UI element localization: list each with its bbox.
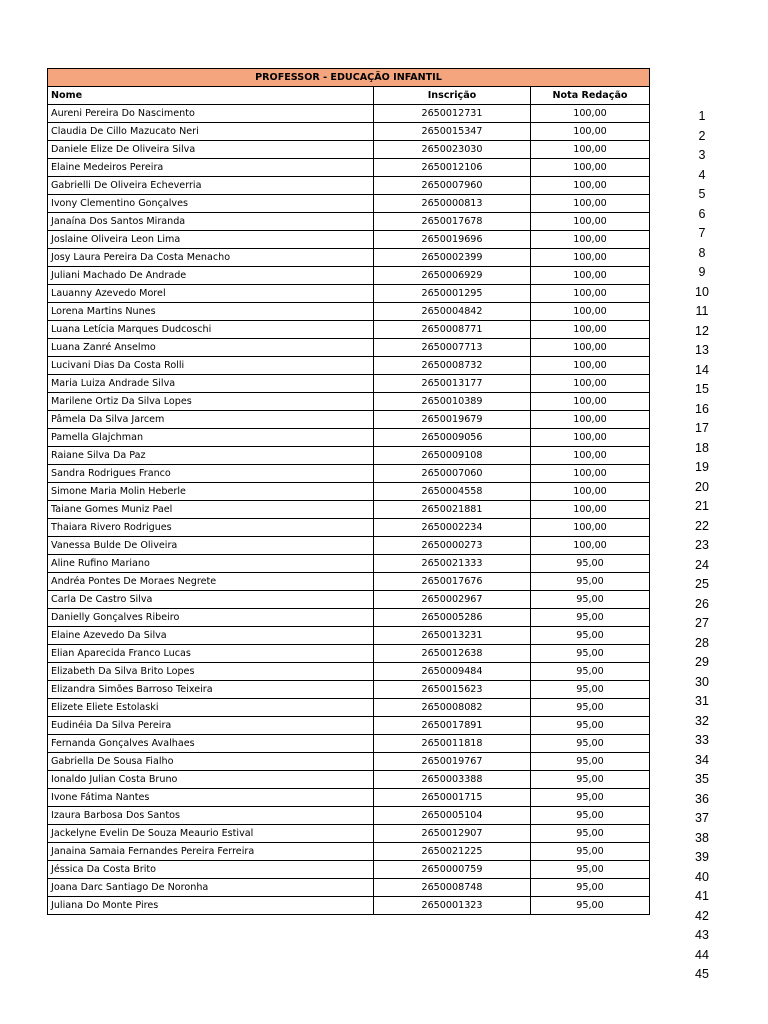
rank-number: 18 <box>695 440 709 455</box>
rank-number: 32 <box>695 713 709 728</box>
table-row <box>48 303 650 321</box>
cell-nota: 95,00 <box>531 753 650 771</box>
rank-number: 13 <box>695 343 709 357</box>
cell-nota: 95,00 <box>531 735 650 753</box>
cell-name: Joslaine Oliveira Leon Lima <box>48 231 374 249</box>
rank-number: 31 <box>695 694 709 708</box>
cell-nota: 100,00 <box>531 303 650 321</box>
rank-number: 39 <box>695 850 709 864</box>
table-row <box>48 483 650 501</box>
cell-name: Claudia De Cillo Mazucato Neri <box>48 123 374 141</box>
rank-number: 23 <box>695 538 709 552</box>
cell-inscricao: 2650008771 <box>374 321 531 339</box>
cell-nota: 100,00 <box>531 429 650 447</box>
cell-nota: 95,00 <box>531 609 650 627</box>
cell-inscricao: 2650017678 <box>374 213 531 231</box>
table-row <box>48 717 650 735</box>
table-row <box>48 735 650 753</box>
cell-name: Danielly Gonçalves Ribeiro <box>48 609 374 627</box>
cell-nota: 100,00 <box>531 159 650 177</box>
cell-inscricao: 2650009056 <box>374 429 531 447</box>
cell-name: Fernanda Gonçalves Avalhaes <box>48 735 374 753</box>
cell-inscricao: 2650017891 <box>374 717 531 735</box>
table-row <box>48 105 650 123</box>
table-row <box>48 429 650 447</box>
cell-nota: 100,00 <box>531 537 650 555</box>
cell-name: Josy Laura Pereira Da Costa Menacho <box>48 249 374 267</box>
cell-inscricao: 2650000759 <box>374 861 531 879</box>
cell-name: Ivony Clementino Gonçalves <box>48 195 374 213</box>
cell-nota: 95,00 <box>531 681 650 699</box>
table-row <box>48 699 650 717</box>
table-header-row <box>48 87 650 105</box>
cell-inscricao: 2650021881 <box>374 501 531 519</box>
cell-inscricao: 2650019696 <box>374 231 531 249</box>
cell-name: Simone Maria Molin Heberle <box>48 483 374 501</box>
cell-nota: 100,00 <box>531 285 650 303</box>
table-row <box>48 411 650 429</box>
cell-nota: 100,00 <box>531 411 650 429</box>
cell-name: Elaine Medeiros Pereira <box>48 159 374 177</box>
cell-nota: 95,00 <box>531 573 650 591</box>
rank-number: 37 <box>695 811 709 825</box>
cell-nota: 100,00 <box>531 213 650 231</box>
cell-name: Jéssica Da Costa Brito <box>48 861 374 879</box>
cell-name: Luana Letícia Marques Dudcoschi <box>48 321 374 339</box>
rank-number: 41 <box>695 889 709 903</box>
cell-name: Sandra Rodrigues Franco <box>48 465 374 483</box>
cell-nota: 95,00 <box>531 843 650 861</box>
table-row <box>48 897 650 915</box>
rank-number: 38 <box>695 830 709 845</box>
cell-name: Taiane Gomes Muniz Pael <box>48 501 374 519</box>
rank-number: 2 <box>698 128 706 143</box>
cell-inscricao: 2650010389 <box>374 393 531 411</box>
cell-inscricao: 2650002399 <box>374 249 531 267</box>
rank-number: 43 <box>695 928 709 942</box>
cell-name: Daniele Elize De Oliveira Silva <box>48 141 374 159</box>
table-row <box>48 393 650 411</box>
cell-inscricao: 2650000273 <box>374 537 531 555</box>
cell-name: Pâmela Da Silva Jarcem <box>48 411 374 429</box>
table-row <box>48 753 650 771</box>
rank-number: 3 <box>698 148 706 162</box>
cell-nota: 95,00 <box>531 789 650 807</box>
cell-inscricao: 2650023030 <box>374 141 531 159</box>
table-row <box>48 861 650 879</box>
rank-number: 19 <box>695 460 709 474</box>
cell-nota: 100,00 <box>531 105 650 123</box>
table-row <box>48 519 650 537</box>
table-row <box>48 627 650 645</box>
header-inscricao: Inscrição <box>374 87 531 105</box>
rank-number: 34 <box>695 752 709 767</box>
rank-number: 44 <box>695 947 709 962</box>
cell-inscricao: 2650008748 <box>374 879 531 897</box>
cell-name: Elizandra Simões Barroso Teixeira <box>48 681 374 699</box>
table-row <box>48 357 650 375</box>
table-row <box>48 771 650 789</box>
table-row <box>48 681 650 699</box>
cell-name: Joana Darc Santiago De Noronha <box>48 879 374 897</box>
cell-nota: 95,00 <box>531 825 650 843</box>
cell-inscricao: 2650007713 <box>374 339 531 357</box>
cell-inscricao: 2650003388 <box>374 771 531 789</box>
cell-inscricao: 2650012106 <box>374 159 531 177</box>
cell-name: Ivone Fátima Nantes <box>48 789 374 807</box>
rank-number: 42 <box>695 908 709 923</box>
cell-name: Raiane Silva Da Paz <box>48 447 374 465</box>
cell-inscricao: 2650007960 <box>374 177 531 195</box>
cell-inscricao: 2650011818 <box>374 735 531 753</box>
cell-nota: 100,00 <box>531 483 650 501</box>
table-row <box>48 195 650 213</box>
table-row <box>48 501 650 519</box>
rank-number: 21 <box>695 499 709 513</box>
cell-inscricao: 2650002967 <box>374 591 531 609</box>
rank-number: 15 <box>695 382 709 396</box>
table-row <box>48 123 650 141</box>
table-row <box>48 663 650 681</box>
table-row <box>48 591 650 609</box>
cell-nota: 95,00 <box>531 591 650 609</box>
table-title-row <box>48 69 650 87</box>
cell-nota: 95,00 <box>531 861 650 879</box>
cell-nota: 100,00 <box>531 519 650 537</box>
cell-inscricao: 2650019679 <box>374 411 531 429</box>
cell-name: Thaiara Rivero Rodrigues <box>48 519 374 537</box>
cell-inscricao: 2650001323 <box>374 897 531 915</box>
table-row <box>48 555 650 573</box>
cell-inscricao: 2650021225 <box>374 843 531 861</box>
cell-nota: 95,00 <box>531 663 650 681</box>
rank-number: 29 <box>695 655 709 669</box>
cell-name: Maria Luiza Andrade Silva <box>48 375 374 393</box>
rank-column <box>690 106 714 984</box>
header-nota: Nota Redação <box>531 87 650 105</box>
rank-number: 22 <box>695 518 709 533</box>
table-row <box>48 141 650 159</box>
table-row <box>48 447 650 465</box>
rank-number: 20 <box>695 479 709 494</box>
cell-nota: 100,00 <box>531 267 650 285</box>
cell-inscricao: 2650005286 <box>374 609 531 627</box>
rank-number: 30 <box>695 674 709 689</box>
cell-inscricao: 2650012731 <box>374 105 531 123</box>
cell-inscricao: 2650008082 <box>374 699 531 717</box>
cell-nota: 95,00 <box>531 897 650 915</box>
cell-name: Juliani Machado De Andrade <box>48 267 374 285</box>
cell-inscricao: 2650008732 <box>374 357 531 375</box>
cell-name: Vanessa Bulde De Oliveira <box>48 537 374 555</box>
cell-inscricao: 2650007060 <box>374 465 531 483</box>
rank-number: 14 <box>695 362 709 377</box>
cell-name: Gabriella De Sousa Fialho <box>48 753 374 771</box>
rank-number: 7 <box>698 226 706 240</box>
rank-number: 8 <box>698 245 706 260</box>
cell-name: Luana Zanré Anselmo <box>48 339 374 357</box>
cell-name: Janaina Samaia Fernandes Pereira Ferreira <box>48 843 374 861</box>
cell-inscricao: 2650012907 <box>374 825 531 843</box>
cell-name: Ionaldo Julian Costa Bruno <box>48 771 374 789</box>
cell-inscricao: 2650015347 <box>374 123 531 141</box>
table-row <box>48 789 650 807</box>
cell-name: Andréa Pontes De Moraes Negrete <box>48 573 374 591</box>
table-row <box>48 177 650 195</box>
cell-nota: 100,00 <box>531 393 650 411</box>
cell-name: Elizabeth Da Silva Brito Lopes <box>48 663 374 681</box>
cell-inscricao: 2650001295 <box>374 285 531 303</box>
cell-nota: 95,00 <box>531 645 650 663</box>
cell-name: Lauanny Azevedo Morel <box>48 285 374 303</box>
rank-number: 6 <box>698 206 706 221</box>
rank-number: 9 <box>698 265 706 279</box>
cell-name: Lucivani Dias Da Costa Rolli <box>48 357 374 375</box>
cell-inscricao: 2650015623 <box>374 681 531 699</box>
rank-number: 36 <box>695 791 709 806</box>
rank-number: 17 <box>695 421 709 435</box>
table-row <box>48 159 650 177</box>
cell-inscricao: 2650004842 <box>374 303 531 321</box>
table-row <box>48 267 650 285</box>
cell-name: Jackelyne Evelin De Souza Meaurio Estival <box>48 825 374 843</box>
cell-nota: 100,00 <box>531 375 650 393</box>
cell-nota: 100,00 <box>531 177 650 195</box>
rank-number: 33 <box>695 733 709 747</box>
cell-nota: 95,00 <box>531 627 650 645</box>
cell-inscricao: 2650006929 <box>374 267 531 285</box>
cell-name: Aline Rufino Mariano <box>48 555 374 573</box>
cell-inscricao: 2650012638 <box>374 645 531 663</box>
cell-name: Pamella Glajchman <box>48 429 374 447</box>
cell-inscricao: 2650021333 <box>374 555 531 573</box>
cell-inscricao: 2650002234 <box>374 519 531 537</box>
results-table <box>47 68 650 915</box>
cell-nota: 100,00 <box>531 321 650 339</box>
cell-inscricao: 2650005104 <box>374 807 531 825</box>
cell-nota: 100,00 <box>531 447 650 465</box>
table-row <box>48 375 650 393</box>
cell-inscricao: 2650019767 <box>374 753 531 771</box>
table-row <box>48 825 650 843</box>
rank-number: 4 <box>698 167 706 182</box>
cell-name: Gabrielli De Oliveira Echeverria <box>48 177 374 195</box>
rank-number: 10 <box>695 284 709 299</box>
cell-inscricao: 2650013177 <box>374 375 531 393</box>
cell-name: Janaína Dos Santos Miranda <box>48 213 374 231</box>
cell-nota: 95,00 <box>531 717 650 735</box>
cell-nota: 100,00 <box>531 231 650 249</box>
cell-nota: 100,00 <box>531 249 650 267</box>
cell-inscricao: 2650001715 <box>374 789 531 807</box>
cell-nota: 100,00 <box>531 465 650 483</box>
cell-inscricao: 2650004558 <box>374 483 531 501</box>
cell-name: Elian Aparecida Franco Lucas <box>48 645 374 663</box>
table-row <box>48 321 650 339</box>
table-row <box>48 537 650 555</box>
cell-nota: 100,00 <box>531 141 650 159</box>
cell-inscricao: 2650009108 <box>374 447 531 465</box>
rank-number: 11 <box>695 304 709 318</box>
cell-name: Lorena Martins Nunes <box>48 303 374 321</box>
rank-number: 24 <box>695 557 709 572</box>
cell-nota: 100,00 <box>531 339 650 357</box>
table-row <box>48 807 650 825</box>
table-body <box>48 105 650 915</box>
table-row <box>48 339 650 357</box>
rank-number: 27 <box>695 616 709 630</box>
rank-number: 40 <box>695 869 709 884</box>
rank-number: 12 <box>695 323 709 338</box>
table-row <box>48 465 650 483</box>
cell-nota: 100,00 <box>531 357 650 375</box>
rank-number: 45 <box>695 967 709 981</box>
table-row <box>48 609 650 627</box>
rank-number: 1 <box>698 109 706 123</box>
rank-number: 26 <box>695 596 709 611</box>
cell-name: Carla De Castro Silva <box>48 591 374 609</box>
cell-name: Eudinéia Da Silva Pereira <box>48 717 374 735</box>
cell-name: Juliana Do Monte Pires <box>48 897 374 915</box>
cell-inscricao: 2650000813 <box>374 195 531 213</box>
table-title: PROFESSOR - EDUCAÇÃO INFANTIL <box>48 69 650 87</box>
rank-number: 25 <box>695 577 709 591</box>
cell-nota: 100,00 <box>531 195 650 213</box>
cell-name: Elaine Azevedo Da Silva <box>48 627 374 645</box>
cell-inscricao: 2650017676 <box>374 573 531 591</box>
cell-name: Marilene Ortiz Da Silva Lopes <box>48 393 374 411</box>
cell-name: Elizete Eliete Estolaski <box>48 699 374 717</box>
cell-nota: 95,00 <box>531 555 650 573</box>
cell-inscricao: 2650009484 <box>374 663 531 681</box>
table-row <box>48 843 650 861</box>
table-row <box>48 213 650 231</box>
header-name: Nome <box>48 87 374 105</box>
table-row <box>48 249 650 267</box>
rank-number: 28 <box>695 635 709 650</box>
cell-name: Izaura Barbosa Dos Santos <box>48 807 374 825</box>
table-row <box>48 879 650 897</box>
rank-number: 35 <box>695 772 709 786</box>
cell-inscricao: 2650013231 <box>374 627 531 645</box>
table-row <box>48 645 650 663</box>
table-row <box>48 573 650 591</box>
rank-number: 5 <box>698 187 706 201</box>
rank-number: 16 <box>695 401 709 416</box>
cell-nota: 95,00 <box>531 699 650 717</box>
cell-nota: 100,00 <box>531 123 650 141</box>
table-row <box>48 285 650 303</box>
cell-nota: 95,00 <box>531 807 650 825</box>
cell-name: Aureni Pereira Do Nascimento <box>48 105 374 123</box>
cell-nota: 100,00 <box>531 501 650 519</box>
cell-nota: 95,00 <box>531 879 650 897</box>
table-row <box>48 231 650 249</box>
cell-nota: 95,00 <box>531 771 650 789</box>
